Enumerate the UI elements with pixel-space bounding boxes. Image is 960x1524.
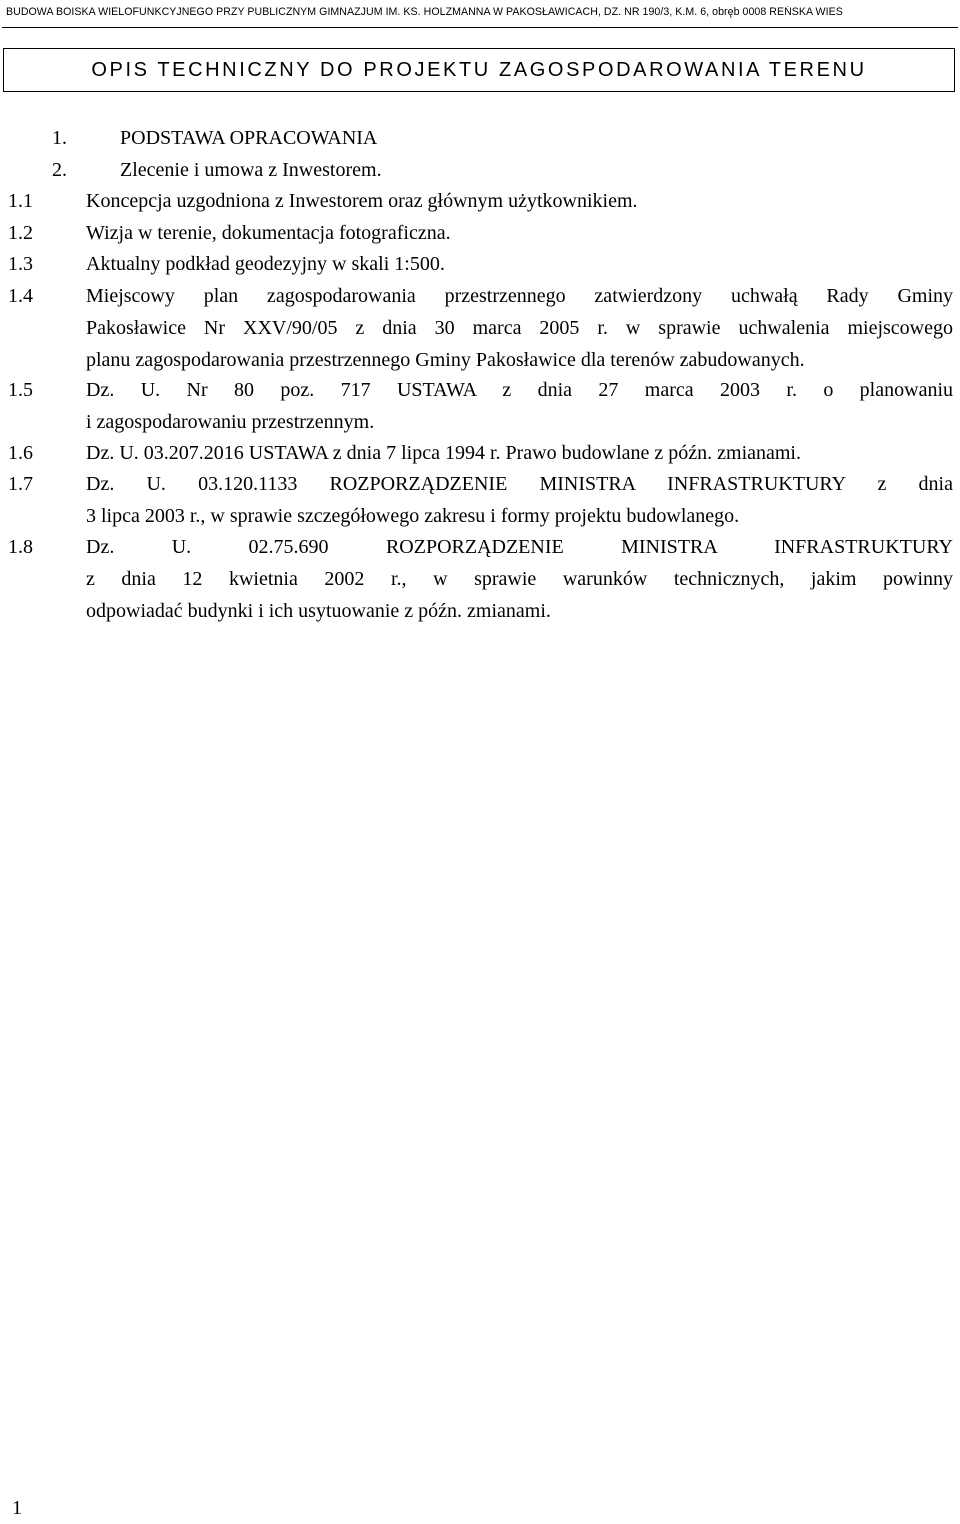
list-item-number: 2. [52, 159, 67, 181]
list-item-text [120, 122, 960, 154]
list-item-text [86, 531, 953, 627]
list-item-text [86, 248, 953, 280]
list-item-line: Zlecenie i umowa z Inwestorem. [120, 159, 382, 181]
list-item-number: 1.8 [8, 536, 33, 558]
list-item-line: Dz. U. 03.120.1133 ROZPORZĄDZENIE MINISTRA INFRASTRUKTURY z dnia [86, 473, 953, 495]
list-item-line: Koncepcja uzgodniona z Inwestorem oraz głównym użytkownikiem. [86, 190, 638, 212]
list-item-line: z dnia 12 kwietnia 2002 r., w sprawie warunków technicznych, jakim powinny [86, 568, 953, 590]
list-item-number: 1.6 [8, 442, 33, 464]
list-item-number: 1. [52, 127, 67, 149]
title-box [3, 48, 955, 92]
list-item-line: 3 lipca 2003 r., w sprawie szczegółowego zakresu i formy projektu budowlanego. [86, 505, 740, 527]
list-item-number: 1.2 [8, 222, 33, 244]
list-item-number: 1.3 [8, 253, 33, 275]
list-item-text [120, 154, 960, 186]
header-rule [2, 27, 958, 28]
list-item-number: 1.4 [8, 285, 33, 307]
list-item-number: 1.5 [8, 379, 33, 401]
list-item-text [86, 437, 953, 469]
list-item-line: i zagospodarowaniu przestrzennym. [86, 411, 375, 433]
list-item-line: Wizja w terenie, dokumentacja fotograficzna. [86, 222, 451, 244]
running-header: BUDOWA BOISKA WIELOFUNKCYJNEGO PRZY PUBLICZNYM GIMNAZJUM IM. KS. HOLZMANNA W PAKOSŁAWICACH, DZ. NR 190/3, K.M. 6, obręb 0008 REŃSKA WIEŚ [6, 6, 843, 18]
list-item-line: PODSTAWA OPRACOWANIA [120, 127, 378, 149]
list-item-text [86, 217, 953, 249]
list-item-number: 1.7 [8, 473, 33, 495]
document-title: OPIS TECHNICZNY DO PROJEKTU ZAGOSPODAROWANIA TERENU [91, 58, 867, 81]
list-item-text [86, 185, 953, 217]
list-item-line: Aktualny podkład geodezyjny w skali 1:500. [86, 253, 445, 275]
list-item-line: Pakosławice Nr XXV/90/05 z dnia 30 marca 2005 r. w sprawie uchwalenia miejscowego [86, 317, 953, 339]
list-item-line: Miejscowy plan zagospodarowania przestrzennego zatwierdzony uchwałą Rady Gminy [86, 285, 953, 307]
list-item-text [86, 280, 953, 376]
list-item-number: 1.1 [8, 190, 33, 212]
list-item-line: planu zagospodarowania przestrzennego Gminy Pakosławice dla terenów zabudowanych. [86, 349, 805, 371]
list-item-text [86, 468, 953, 532]
list-item-line: Dz. U. 03.207.2016 USTAWA z dnia 7 lipca 1994 r. Prawo budowlane z późn. zmianami. [86, 442, 801, 464]
list-item-text [86, 374, 953, 438]
list-item-line: Dz. U. 02.75.690 ROZPORZĄDZENIE MINISTRA INFRASTRUKTURY [86, 536, 953, 558]
page-number: 1 [12, 1497, 22, 1519]
list-item-line: Dz. U. Nr 80 poz. 717 USTAWA z dnia 27 marca 2003 r. o planowaniu [86, 379, 953, 401]
list-item-line: odpowiadać budynki i ich usytuowanie z późn. zmianami. [86, 600, 551, 622]
